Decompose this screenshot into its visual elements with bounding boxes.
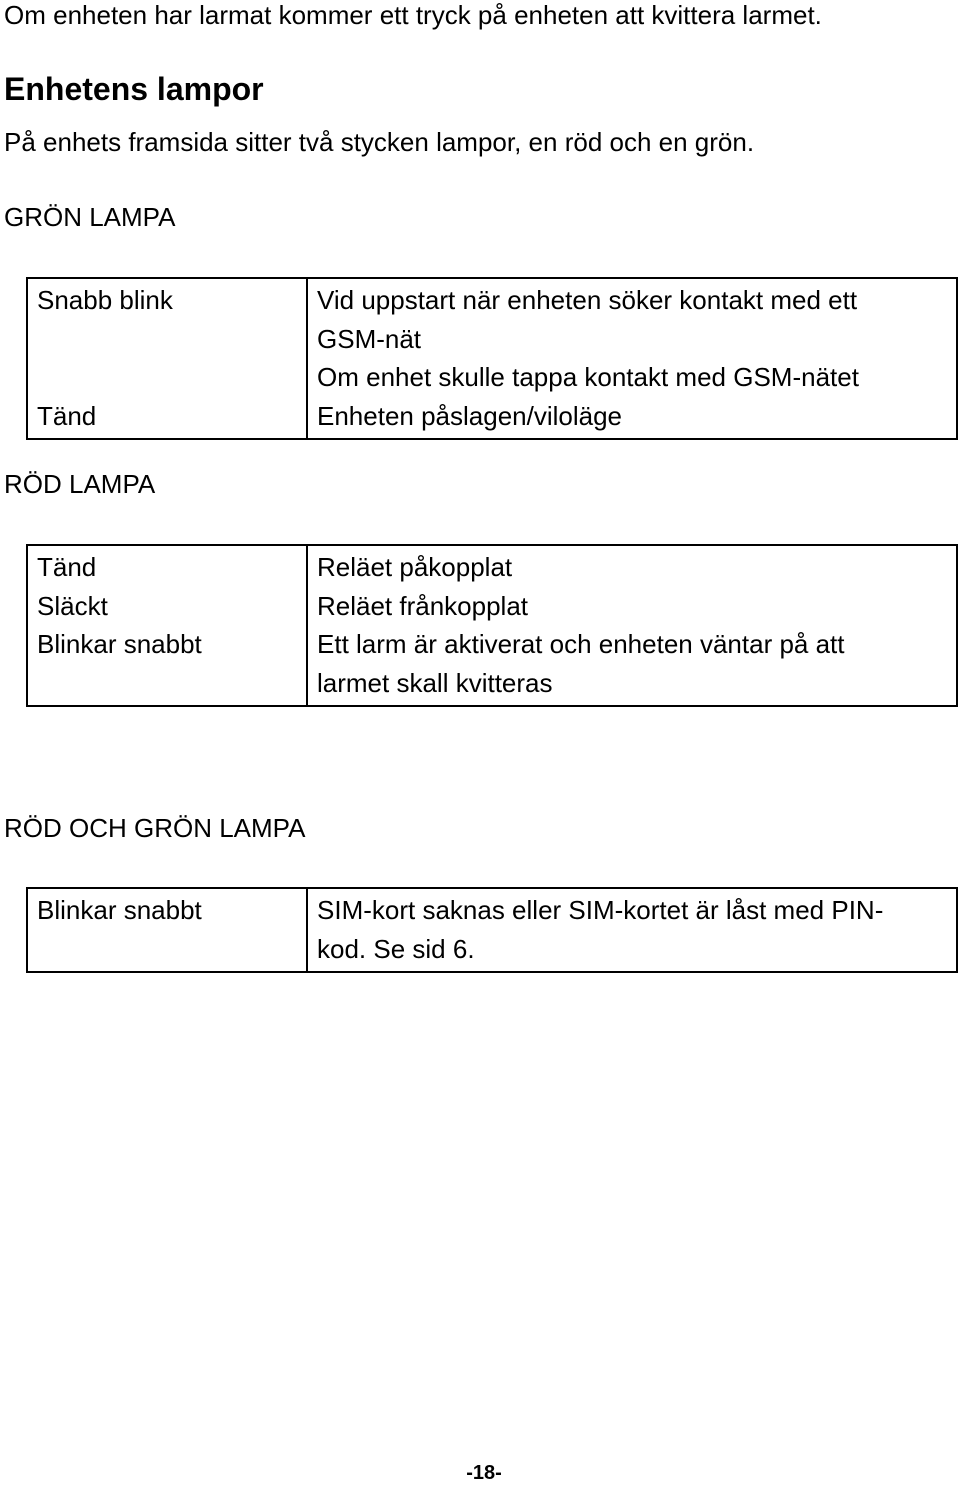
intro-text: Om enheten har larmat kommer ett tryck på enheten att kvittera larmet. (4, 0, 822, 30)
meaning-cell (307, 278, 957, 439)
meaning-text: Reläet frånkopplat (317, 590, 529, 621)
state-label: Snabb blink (37, 285, 173, 315)
meaning-cell (307, 888, 957, 972)
table-row (27, 545, 957, 706)
state-label: Tänd (37, 552, 97, 582)
state-cell (27, 278, 307, 439)
table-row (27, 888, 957, 972)
state-label: Släckt (37, 590, 108, 621)
meaning-text: GSM-nät (317, 323, 422, 354)
state-cell (27, 545, 307, 706)
green-lamp-title: GRÖN LAMPA (4, 202, 176, 232)
meaning-text: Reläet påkopplat (317, 552, 513, 582)
meaning-text: Ett larm är aktiverat och enheten väntar på att (317, 629, 845, 659)
page-number: -18- (466, 1462, 502, 1484)
meaning-text: kod. Se sid 6. (317, 933, 475, 964)
green-lamp-table (26, 277, 958, 440)
meaning-text: Enheten påslagen/viloläge (317, 400, 623, 431)
meaning-text: larmet skall kvitteras (317, 667, 553, 698)
state-cell (27, 888, 307, 972)
red-green-lamp-title: RÖD OCH GRÖN LAMPA (4, 813, 306, 843)
meaning-text: Vid uppstart när enheten söker kontakt med ett (317, 285, 858, 315)
state-label: Blinkar snabbt (37, 629, 202, 659)
state-label: Blinkar snabbt (37, 895, 202, 925)
state-label (37, 358, 298, 397)
red-lamp-title: RÖD LAMPA (4, 469, 156, 499)
state-label (37, 930, 298, 969)
section-heading: Enhetens lampor (4, 71, 264, 107)
red-lamp-table (26, 544, 958, 707)
meaning-cell (307, 545, 957, 706)
meaning-text: SIM-kort saknas eller SIM-kortet är låst med PIN- (317, 895, 884, 925)
state-label: Tänd (37, 400, 97, 431)
state-label (37, 320, 298, 359)
state-label (37, 664, 298, 703)
table-row (27, 278, 957, 439)
section-description: På enhets framsida sitter två stycken lampor, en röd och en grön. (4, 127, 755, 157)
meaning-text: Om enhet skulle tappa kontakt med GSM-nätet (317, 362, 859, 392)
red-green-lamp-table (26, 887, 958, 973)
